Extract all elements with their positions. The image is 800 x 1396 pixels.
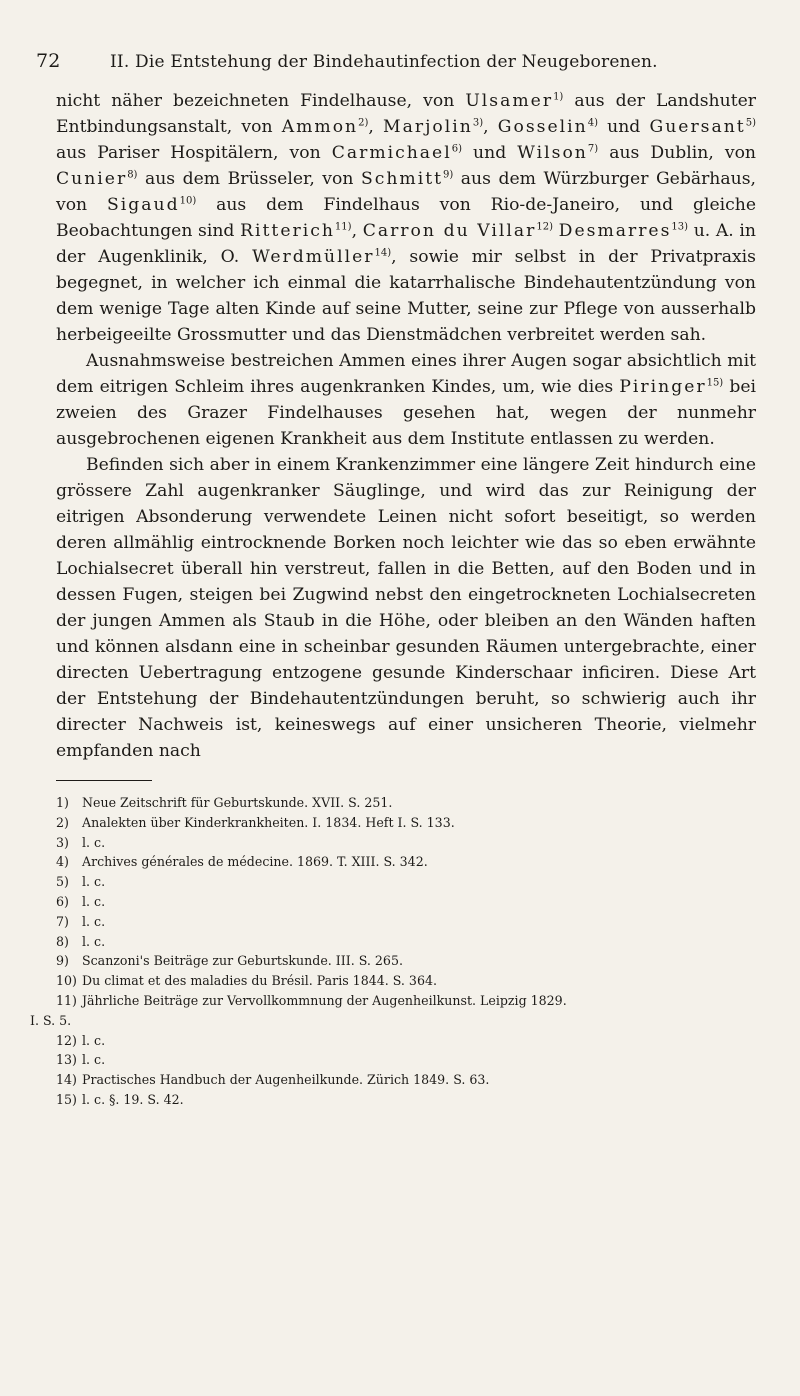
footnotes-list xyxy=(30,793,756,1110)
author-name: Carmichael xyxy=(331,143,452,163)
author-name: Marjolin xyxy=(383,117,473,137)
footnote-ref: 9) xyxy=(443,169,454,181)
footnote-text: l. c. xyxy=(82,913,106,929)
footnote-divider xyxy=(56,780,152,781)
footnote-ref: 11) xyxy=(334,221,352,233)
footnote-ref: 8) xyxy=(127,169,138,181)
page-number: 72 xyxy=(36,50,61,72)
footnote-text: Archives générales de médecine. 1869. T. XIII. S. 342. xyxy=(82,854,428,870)
footnote xyxy=(56,912,756,932)
text-run: , xyxy=(351,221,363,241)
text-run: aus dem Würzburger Gebärhaus, von xyxy=(56,169,756,215)
footnote-ref: 1) xyxy=(553,91,564,103)
footnote-ref: 7) xyxy=(587,143,599,155)
text-run: aus der Landshuter Entbindungsanstalt, von xyxy=(56,91,756,137)
footnote-number: 14) xyxy=(56,1072,77,1088)
text-run: aus Pariser Hospitälern, von xyxy=(56,143,332,163)
footnote-ref: 5) xyxy=(745,117,756,129)
author-name: Werdmüller xyxy=(252,247,375,267)
author-name: Guersant xyxy=(649,117,746,137)
footnote-text: l. c. xyxy=(82,874,106,890)
paragraph-3 xyxy=(56,452,756,764)
footnote xyxy=(56,932,756,952)
author-name: Ritterich xyxy=(240,221,335,241)
text-run: und xyxy=(597,117,650,137)
footnote-text: Scanzoni's Beiträge zur Geburtskunde. III. S. 265. xyxy=(82,953,403,969)
footnote xyxy=(56,971,756,991)
footnote-number: 12) xyxy=(56,1032,77,1048)
footnote-ref: 15) xyxy=(706,377,724,389)
footnote-ref: 13) xyxy=(671,221,689,233)
footnote-text: l. c. §. 19. S. 42. xyxy=(82,1091,184,1107)
text-run: Ausnahmsweise bestreichen Ammen eines ihrer Augen sogar absichtlich mit dem eitrigen Schleim ihres augenkranken Kindes, um, wie dies xyxy=(56,351,756,397)
footnote xyxy=(56,892,756,912)
footnote-number: 9) xyxy=(56,953,69,969)
text-run: aus dem Brüsseler, von xyxy=(137,169,361,189)
footnote xyxy=(56,872,756,892)
footnote xyxy=(56,833,756,853)
footnote-ref: 12) xyxy=(536,221,554,233)
author-name: Wilson xyxy=(517,143,588,163)
author-name: Ammon xyxy=(281,117,359,137)
footnote-ref: 14) xyxy=(374,247,392,259)
text-run: bei zweien des Grazer Findelhauses gesehen hat, wegen der nunmehr ausgebrochenen eigenen Krankheit aus dem Institute entlassen zu werden. xyxy=(56,377,756,449)
footnote-text: Practisches Handbuch der Augenheilkunde. Zürich 1849. S. 63. xyxy=(82,1072,490,1088)
footnote-number: 5) xyxy=(56,874,69,890)
footnote-number: 1) xyxy=(56,795,69,810)
footnote-ref: 2) xyxy=(358,117,369,129)
text-run: aus dem Findelhaus von Rio-de-Janeiro, und gleiche Beobachtungen sind xyxy=(56,195,756,241)
footnote-text: l. c. xyxy=(82,933,106,949)
footnote xyxy=(56,991,756,1011)
text-run: , sowie mir selbst in der Privatpraxis begegnet, in welcher ich einmal die katarrhalische Bindehautentzündung von dem wenige Tage alten Kinde auf seine Mutter, seine zur Pflege von ausserhalb herbeigeeilte Grossmutter und das Dienstmädchen verbreitet werden sah. xyxy=(56,247,756,345)
footnote-ref: 6) xyxy=(451,143,462,155)
footnote-ref: 10) xyxy=(179,195,197,207)
author-name: Carron du Villar xyxy=(362,221,537,241)
author-name: Schmitt xyxy=(360,169,444,189)
text-run: aus Dublin, von xyxy=(598,143,756,163)
footnote-number: 10) xyxy=(56,973,77,989)
footnote-text: Analekten über Kinderkrankheiten. I. 1834. Heft I. S. 133. xyxy=(82,814,455,830)
text-run: Befinden sich aber in einem Krankenzimmer eine längere Zeit hindurch eine grössere Zahl augenkranker Säuglinge, und wird das zur Reinigung der eitrigen Absonderung verwendete Leinen nicht sofort beseitigt, so werden deren allmählig eintrocknende Borken noch leichter wie das so eben erwähnte Lochialsecret überall hin verstreut, fallen in die Betten, auf den Boden und in dessen Fugen, steigen bei Zugwind nebst den eingetrockneten Lochialsecreten der jungen Ammen als Staub in die Höhe, oder bleiben an den Wänden haften und können alsdann eine in scheinbar gesunden Räumen untergebrachte, einer directen Uebertragung entzogene gesunde Kinderschaar inficiren. Diese Art der Entstehung der Bindehautentzündungen beruht, so schwierig auch ihr directer Nachweis ist, keineswegs auf einer unsicheren Theorie, vielmehr empfanden nach xyxy=(56,455,756,761)
footnote-text: l. c. xyxy=(82,1052,106,1068)
footnote-text: Du climat et des maladies du Brésil. Paris 1844. S. 364. xyxy=(82,973,437,989)
footnote-continuation: I. S. 5. xyxy=(30,1012,72,1028)
footnote xyxy=(56,1050,756,1070)
footnote-number: 13) xyxy=(56,1052,77,1068)
paragraph-1 xyxy=(56,88,756,348)
footnote-text: l. c. xyxy=(82,834,106,850)
author-name: Sigaud xyxy=(107,195,180,215)
footnote xyxy=(56,793,756,813)
running-header xyxy=(36,44,756,78)
author-name: Gosselin xyxy=(497,117,588,137)
footnote-ref: 3) xyxy=(472,117,484,129)
book-page xyxy=(30,44,756,1110)
text-run: u. A. in der Augenklinik, O. xyxy=(56,221,756,267)
footnote xyxy=(56,1031,756,1051)
footnote-number: 4) xyxy=(56,854,69,870)
author-name: Cunier xyxy=(56,169,128,189)
text-run: , xyxy=(483,117,498,137)
footnote xyxy=(56,1070,756,1090)
author-name: Ulsamer xyxy=(465,91,554,111)
footnote-text: Jährliche Beiträge zur Vervollkommnung der Augenheilkunst. Leipzig 1829. xyxy=(82,992,567,1008)
footnote-text: l. c. xyxy=(82,1032,106,1048)
text-run: , xyxy=(368,117,384,137)
footnote-number: 6) xyxy=(56,893,69,909)
running-title: II. Die Entstehung der Bindehautinfection der Neugeborenen. xyxy=(110,52,658,72)
footnote xyxy=(56,813,756,833)
text-run: nicht näher bezeichneten Findelhause, von xyxy=(56,91,466,111)
text-run: und xyxy=(462,143,518,163)
footnote-text: l. c. xyxy=(82,893,106,909)
paragraph-2 xyxy=(56,348,756,452)
footnote-ref: 4) xyxy=(587,117,598,129)
footnote-number: 7) xyxy=(56,913,69,929)
footnote-number: 11) xyxy=(56,992,77,1008)
author-name: Desmarres xyxy=(558,221,672,241)
footnote-text: Neue Zeitschrift für Geburtskunde. XVII. S. 251. xyxy=(82,795,393,810)
footnote xyxy=(56,1090,756,1110)
footnote-number: 8) xyxy=(56,933,69,949)
footnote-number: 2) xyxy=(56,814,69,830)
footnote-number: 15) xyxy=(56,1091,77,1107)
footnote xyxy=(56,951,756,971)
footnote-number: 3) xyxy=(56,834,69,850)
author-name: Piringer xyxy=(619,377,707,397)
footnote xyxy=(56,852,756,872)
